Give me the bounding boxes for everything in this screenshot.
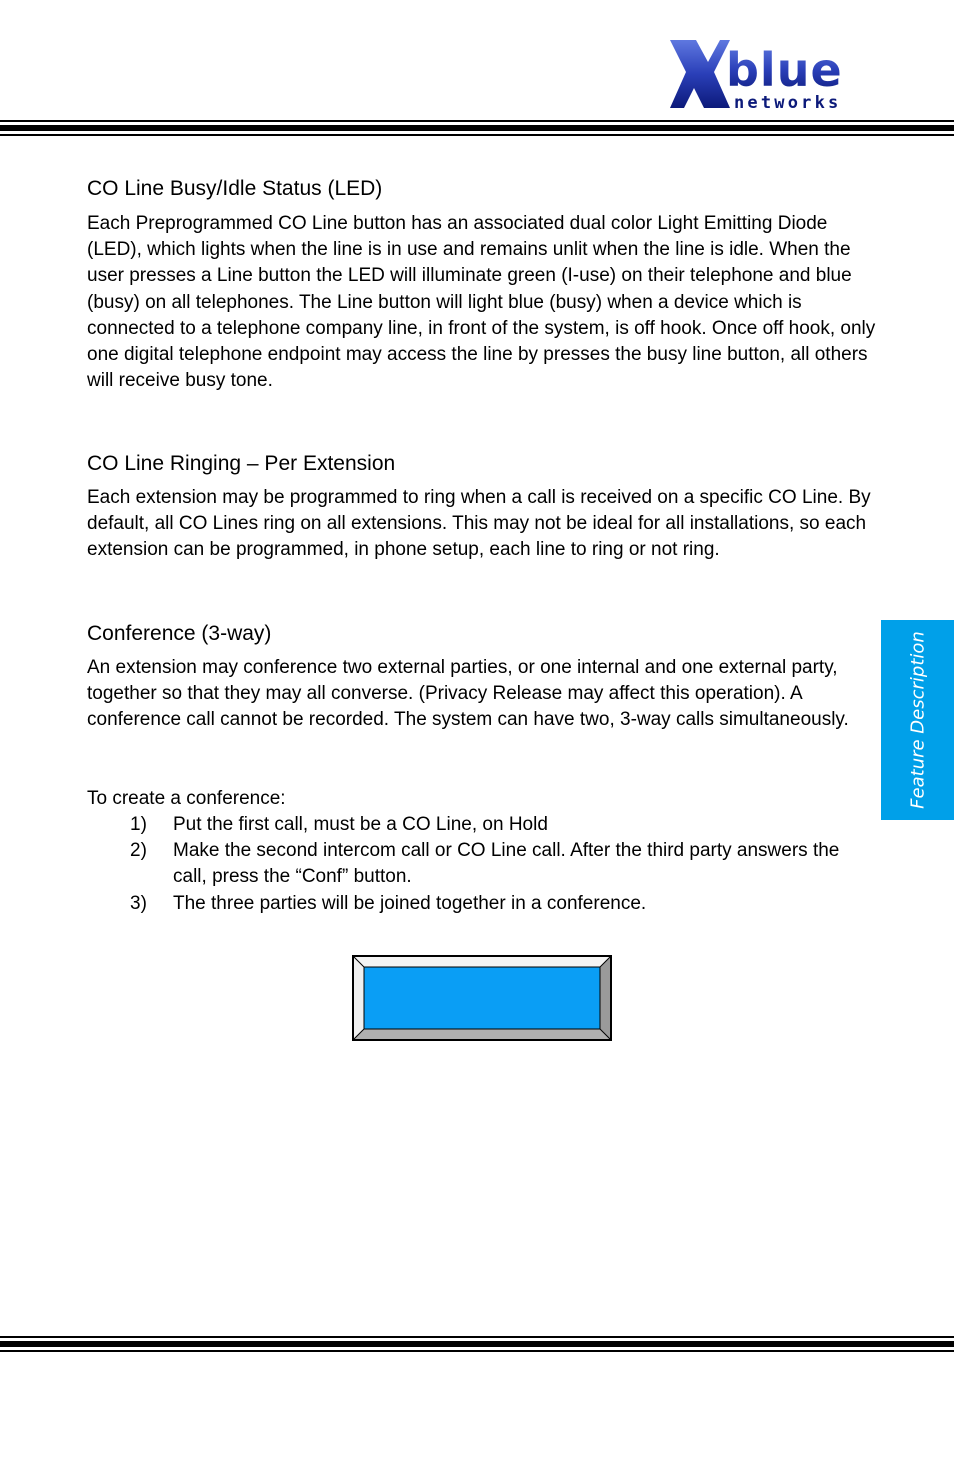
conf-key-illustration — [352, 955, 612, 1041]
section-title-co-line-busy-idle: CO Line Busy/Idle Status (LED) — [87, 177, 383, 200]
xblue-networks-logo — [668, 36, 873, 112]
section-title-conference: Conference (3-way) — [87, 622, 272, 645]
step-text: Put the first call, must be a CO Line, on Hold — [173, 814, 548, 835]
step-number: 3) — [130, 892, 147, 914]
svg-text:networks: networks — [734, 93, 842, 112]
step-number: 1) — [130, 814, 147, 835]
footer-rule — [0, 1336, 954, 1352]
section-title-co-line-ringing: CO Line Ringing – Per Extension — [87, 452, 396, 475]
conference-intro: To create a conference: — [87, 788, 286, 809]
conference-steps-list — [130, 812, 850, 917]
step-text: The three parties will be joined together in a conference. — [173, 892, 647, 914]
list-item — [130, 838, 850, 890]
list-item — [130, 891, 850, 917]
section-body-conference: An extension may conference two external parties, or one internal and one external party, together so that they may all converse. (Privacy Release may affect this operation). A conference call cannot be recorded. The system can have two, 3-way calls simultaneously. — [87, 657, 849, 731]
feature-description-side-tab — [881, 620, 954, 820]
section-body-co-line-ringing: Each extension may be programmed to ring when a call is received on a specific CO Line. By default, all CO Lines ring on all extensions. This may not be ideal for all installations, so each extension can be programmed, in phone setup, each line to ring or not ring. — [87, 487, 871, 561]
step-text: Make the second intercom call or CO Line call. After the third party answers the call, press the “Conf” button. — [173, 840, 840, 888]
step-number: 2) — [130, 840, 147, 862]
svg-text:blue: blue — [726, 43, 843, 97]
side-tab-label: Feature Description — [907, 631, 928, 809]
header-rule — [0, 120, 954, 136]
section-body-co-line-busy-idle: Each Preprogrammed CO Line button has an associated dual color Light Emitting Diode (LED), which lights when the line is in use and remains unlit when the line is idle. When the user presses a Line button the LED will illuminate green (I-use) on their telephone and blue (busy) on all telephones. The Line button will light blue (busy) when a device which is connected to a telephone company line, in front of the system, is off hook. Once off hook, only one digital telephone endpoint may access the line by presses the busy line button, all others will receive busy tone. — [87, 213, 876, 392]
list-item — [130, 812, 850, 838]
